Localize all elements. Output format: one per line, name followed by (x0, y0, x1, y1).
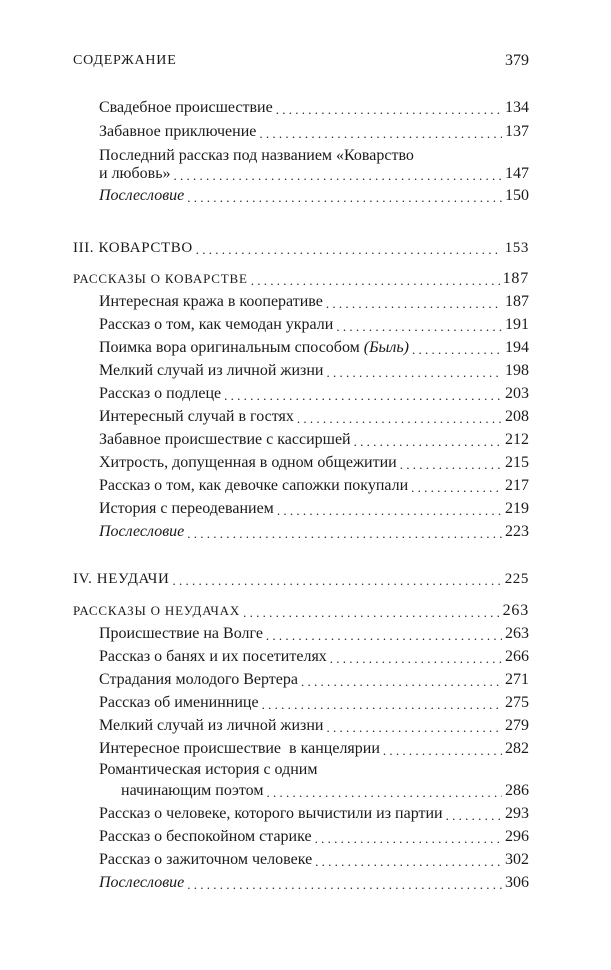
toc-entry-page: 296 (505, 828, 529, 845)
toc-entry-title: Хитрость, допущенная в одном общежитии (99, 454, 397, 471)
toc-entry-title: и любовь» (99, 165, 171, 182)
dot-leader (301, 672, 502, 691)
toc-entry-page: 212 (505, 431, 529, 448)
toc-entry-title: Страдания молодого Вертера (99, 671, 298, 688)
toc-entry (99, 97, 529, 119)
toc-entry-title: Интересное происшествие в канцелярии (99, 740, 380, 757)
dot-leader (266, 626, 502, 645)
toc-entry (99, 452, 529, 474)
toc-entry-title (99, 337, 409, 359)
toc-entry (99, 406, 529, 428)
dot-leader (400, 455, 502, 474)
toc-entry-page: 282 (505, 740, 529, 757)
page-number: 379 (505, 52, 529, 69)
toc-entry-title: Забавное приключение (99, 123, 257, 140)
dot-leader (326, 718, 502, 737)
toc-entry-page: 198 (505, 362, 529, 379)
dot-leader (259, 124, 502, 143)
toc-entry-page: 223 (505, 523, 529, 540)
toc-entry-title: Рассказ об имениннице (99, 694, 259, 711)
toc-entry-title: Мелкий случай из личной жизни (99, 717, 324, 734)
toc-entry-page: 191 (505, 316, 529, 333)
toc-entry (99, 692, 529, 714)
toc-entry (99, 826, 529, 848)
dot-leader (243, 603, 500, 622)
toc-entry-page: 137 (505, 123, 529, 140)
toc-entry-page: 147 (505, 165, 529, 182)
dot-leader (354, 432, 502, 451)
toc-entry (99, 521, 529, 543)
toc-entry-title: Рассказ о том, как девочке сапожки покупали (99, 477, 409, 494)
dot-leader (224, 386, 502, 405)
toc-entry-page: 279 (505, 717, 529, 734)
toc-entry (99, 498, 529, 520)
toc-entry-title-line1: Последний рассказ под названием «Коварство (99, 147, 414, 164)
dot-leader (326, 363, 502, 382)
toc-entry-title-line1: Романтическая история с одним (99, 761, 318, 778)
toc-entry (99, 163, 529, 185)
toc-category-title: РАССКАЗЫ О НЕУДАЧАХ (73, 603, 241, 618)
toc-category-page: 187 (502, 270, 529, 287)
toc-category (73, 268, 529, 290)
toc-category-title: РАССКАЗЫ О КОВАРСТВЕ (73, 271, 248, 286)
dot-leader (187, 875, 502, 894)
toc-entry (99, 291, 529, 313)
toc-entry-title: Рассказ о беспокойном старике (99, 828, 312, 845)
toc-entry (99, 383, 529, 405)
toc-entry (99, 121, 529, 143)
running-header-title: СОДЕРЖАНИЕ (73, 53, 177, 68)
dot-leader (336, 317, 502, 336)
toc-section (73, 237, 529, 259)
toc-section (73, 568, 529, 590)
toc-entry-page: 286 (505, 782, 529, 799)
table-of-contents (73, 0, 529, 970)
toc-entry (99, 803, 529, 825)
dot-leader (187, 524, 502, 543)
toc-entry (121, 780, 529, 802)
toc-entry-title: Рассказ о том, как чемодан украли (99, 316, 334, 333)
toc-entry (99, 646, 529, 668)
toc-entry-title: Послесловие (99, 523, 185, 540)
toc-entry-page: 215 (505, 454, 529, 471)
toc-entry-page: 306 (505, 874, 529, 891)
dot-leader (315, 829, 502, 848)
dot-leader (330, 649, 502, 668)
toc-entry-title: Послесловие (99, 187, 185, 204)
toc-entry-title: Забавное происшествие с кассиршей (99, 431, 351, 448)
toc-entry-title: Рассказ о банях и их посетителях (99, 648, 327, 665)
dot-leader (446, 806, 502, 825)
toc-section-title: III. КОВАРСТВО (73, 240, 193, 256)
toc-entry-page: 150 (505, 187, 529, 204)
toc-entry-title: Рассказ о человеке, которого вычистили из партии (99, 805, 443, 822)
dot-leader (266, 783, 502, 802)
dot-leader (262, 695, 502, 714)
dot-leader (196, 240, 502, 259)
toc-entry-title: Мелкий случай из личной жизни (99, 362, 324, 379)
toc-entry-title: Свадебное происшествие (99, 99, 273, 116)
toc-entry-page: 217 (505, 477, 529, 494)
toc-entry-page: 302 (505, 851, 529, 868)
dot-leader (187, 188, 502, 207)
toc-entry-title-main: Поимка вора оригинальным способом (99, 339, 360, 356)
toc-entry (99, 337, 529, 359)
toc-entry-page: 219 (505, 500, 529, 517)
toc-entry-title: История с переодеванием (99, 500, 274, 517)
toc-entry-title: Интересный случай в гостях (99, 408, 294, 425)
toc-entry-page: 134 (505, 99, 529, 116)
toc-entry-title-note: (Быль) (363, 339, 409, 356)
toc-entry-title: Рассказ о зажиточном человеке (99, 851, 313, 868)
toc-section-page: 225 (504, 571, 529, 587)
toc-entry (99, 715, 529, 737)
dot-leader (315, 852, 502, 871)
toc-entry-title: Интересная кража в кооперативе (99, 293, 323, 310)
toc-entry-page: 208 (505, 408, 529, 425)
toc-entry (99, 360, 529, 382)
toc-entry-page: 293 (505, 805, 529, 822)
dot-leader (172, 571, 501, 590)
toc-entry-page: 275 (505, 694, 529, 711)
toc-section-title: IV. НЕУДАЧИ (73, 571, 170, 587)
toc-entry-title: Послесловие (99, 874, 185, 891)
toc-section-page: 153 (504, 240, 529, 256)
dot-leader (411, 478, 502, 497)
dot-leader (276, 100, 502, 119)
toc-entry (99, 872, 529, 894)
toc-entry (99, 429, 529, 451)
toc-entry-page: 271 (505, 671, 529, 688)
toc-entry-page: 187 (505, 293, 529, 310)
toc-entry-page: 266 (505, 648, 529, 665)
toc-entry (99, 623, 529, 645)
toc-entry (99, 314, 529, 336)
toc-entry (99, 669, 529, 691)
dot-leader (326, 294, 502, 313)
toc-entry-title: начинающим поэтом (121, 782, 264, 799)
dot-leader (297, 409, 502, 428)
toc-entry-page: 263 (505, 625, 529, 642)
toc-entry-title: Рассказ о подлеце (99, 385, 222, 402)
toc-entry (99, 738, 529, 760)
toc-entry (99, 475, 529, 497)
dot-leader (383, 741, 502, 760)
dot-leader (251, 271, 500, 290)
toc-category-page: 263 (502, 602, 529, 619)
toc-entry (99, 185, 529, 207)
toc-entry-page: 203 (505, 385, 529, 402)
dot-leader (277, 501, 502, 520)
toc-category (73, 600, 529, 622)
toc-entry-page: 194 (505, 339, 529, 356)
dot-leader (412, 340, 502, 359)
toc-entry-title: Происшествие на Волге (99, 625, 263, 642)
toc-entry (99, 849, 529, 871)
dot-leader (174, 166, 503, 185)
